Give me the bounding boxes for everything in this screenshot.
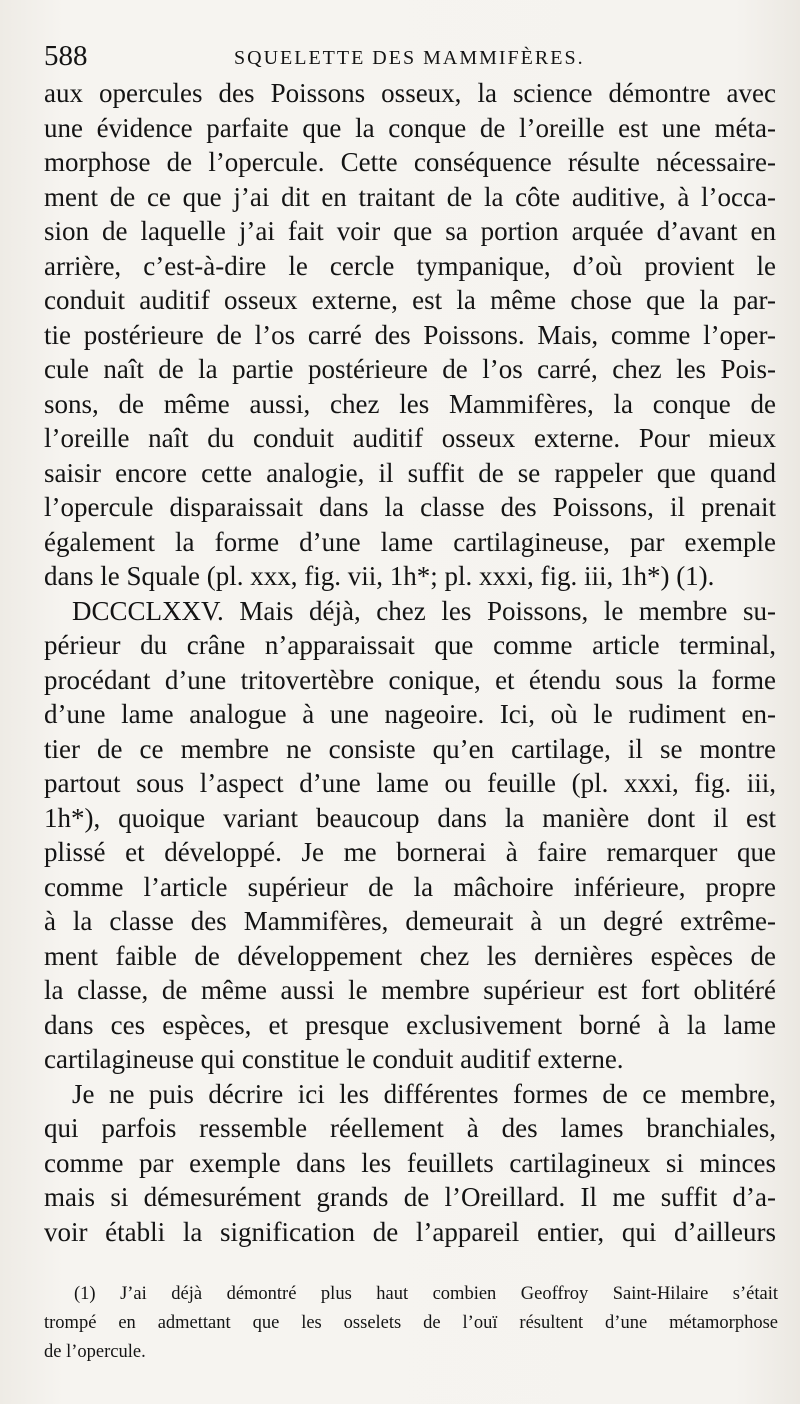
text-line: morphose de l’opercule. Cette conséquence résulte nécessaire- xyxy=(44,147,776,177)
text-line: qui parfois ressemble réellement à des lames branchiales, xyxy=(44,1113,776,1143)
section-start-line: DCCCLXXV. Mais déjà, chez les Poissons, le membre su- xyxy=(72,595,776,626)
running-title: SQUELETTE DES MAMMIFÈRES. xyxy=(234,47,585,69)
text-line: sons, de même aussi, chez les Mammifères, la conque de xyxy=(44,388,776,419)
text-line: dans ces espèces, et presque exclusivement borné à la lame xyxy=(44,1009,776,1040)
text-line: conduit auditif osseux externe, est la même chose que la par- xyxy=(44,285,776,315)
text-line: ment de ce que j’ai dit en traitant de la côte auditive, à l’occa- xyxy=(44,181,776,212)
text-line: tie postérieure de l’os carré des Poissons. Mais, comme l’oper- xyxy=(44,319,776,350)
text-line: l’oreille naît du conduit auditif osseux externe. Pour mieux xyxy=(44,423,776,453)
page-number: 588 xyxy=(44,40,88,72)
text-line: 1h*), quoique variant beaucoup dans la manière dont il est xyxy=(44,802,776,833)
page-header xyxy=(44,36,774,76)
body-text xyxy=(44,76,776,1249)
text-line: sion de laquelle j’ai fait voir que sa portion arquée d’avant en xyxy=(44,216,776,246)
text-line: dans le Squale (pl. xxx, fig. vii, 1h*; pl. xxxi, fig. iii, 1h*) (1). xyxy=(44,561,715,591)
text-line: voir établi la signification de l’appareil entier, qui d’ailleurs xyxy=(44,1216,776,1247)
text-line: mais si démesurément grands de l’Oreillard. Il me suffit d’a- xyxy=(44,1182,776,1212)
footnote-line: (1) J’ai déjà démontré plus haut combien Geoffroy Saint-Hilaire s’était xyxy=(74,1284,778,1304)
text-line: tier de ce membre ne consiste qu’en cartilage, il se montre xyxy=(44,733,776,764)
text-line: d’une lame analogue à une nageoire. Ici, où le rudiment en- xyxy=(44,699,776,729)
text-line: arrière, c’est-à-dire le cercle tympanique, d’où provient le xyxy=(44,250,776,281)
text-line: la classe, de même aussi le membre supérieur est fort oblitéré xyxy=(44,975,776,1005)
paragraph-start-line: Je ne puis décrire ici les différentes formes de ce membre, xyxy=(72,1078,776,1109)
text-line: ment faible de développement chez les dernières espèces de xyxy=(44,940,776,971)
text-line: cartilagineuse qui constitue le conduit auditif externe. xyxy=(44,1044,624,1074)
text-line: partout sous l’aspect d’une lame ou feuille (pl. xxxi, fig. iii, xyxy=(44,768,776,798)
text-line: périeur du crâne n’apparaissait que comme article terminal, xyxy=(44,630,776,660)
text-line: cule naît de la partie postérieure de l’os carré, chez les Pois- xyxy=(44,354,776,384)
text-line: l’opercule disparaissait dans la classe des Poissons, il prenait xyxy=(44,492,776,522)
footnote xyxy=(44,1280,778,1367)
text-line: comme l’article supérieur de la mâchoire inférieure, propre xyxy=(44,871,776,902)
footnote-line: de l’opercule. xyxy=(44,1342,146,1362)
footnote-line: trompé en admettant que les osselets de l’ouï résultent d’une métamorphose xyxy=(44,1313,778,1333)
text-line: comme par exemple dans les feuillets cartilagineux si minces xyxy=(44,1147,776,1178)
text-line: une évidence parfaite que la conque de l’oreille est une méta- xyxy=(44,112,776,143)
text-line: aux opercules des Poissons osseux, la science démontre avec xyxy=(44,78,776,108)
text-line: à la classe des Mammifères, demeurait à un degré extrême- xyxy=(44,906,776,936)
text-line: saisir encore cette analogie, il suffit de se rappeler que quand xyxy=(44,457,776,488)
text-line: également la forme d’une lame cartilagineuse, par exemple xyxy=(44,526,776,557)
text-line: plissé et développé. Je me bornerai à faire remarquer que xyxy=(44,837,776,867)
text-line: procédant d’une tritovertèbre conique, et étendu sous la forme xyxy=(44,664,776,695)
